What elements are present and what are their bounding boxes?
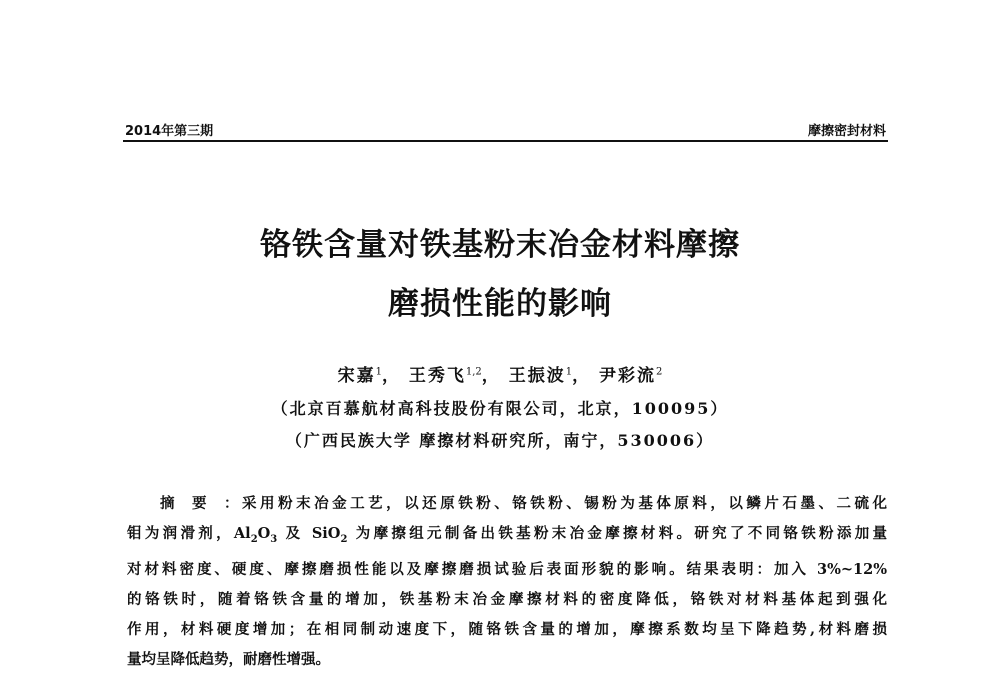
issue-label: 2014年第三期 — [125, 124, 214, 139]
author-separator: ， — [381, 366, 401, 386]
affiliation-1: （北京百慕航材高科技股份有限公司，北京，100095） — [271, 399, 729, 418]
abstract-line-2: 钼为润滑剂，$Al_2O_3$ 及 SiO$_2$ 为摩擦组元制备出铁基粉末冶金摩擦材料。研究了不同铬铁粉添加量 — [127, 525, 888, 545]
author-affil-mark: 1,2 — [465, 366, 482, 378]
abstract-line-3: 对材料密度、硬度、摩擦磨损性能以及摩擦磨损试验后表面形貌的影响。结果表明：加入 3%~12% — [127, 560, 887, 578]
affiliation-2: （广西民族大学 摩擦材料研究所，南宁，530006） — [285, 431, 715, 450]
author-name: 王振波 — [508, 366, 566, 386]
paper-title-line-1: 铬铁含量对铁基粉末冶金材料摩擦 — [260, 227, 740, 263]
abstract-line-5: 作用，材料硬度增加；在相同制动速度下，随铬铁含量的增加，摩擦系数均呈下降趋势,材料磨损 — [127, 620, 887, 638]
abstract-text: 采用粉末冶金工艺，以还原铁粉、铬铁粉、锡粉为基体原料，以鳞片石墨、二硫化 — [242, 495, 888, 512]
author-name: 尹彩流 — [599, 366, 657, 386]
author-separator: ， — [481, 366, 501, 386]
abstract-line-1 — [127, 489, 887, 519]
abstract-label: 摘要 — [160, 495, 225, 512]
author-affil-mark: 2 — [656, 366, 663, 378]
author-affil-mark: 1 — [565, 366, 573, 378]
abstract-colon: ： — [224, 495, 243, 512]
author-name: 宋嘉 — [337, 366, 376, 386]
abstract — [127, 489, 887, 675]
abstract-line-4: 的铬铁时，随着铬铁含量的增加，铁基粉末冶金摩擦材料的密度降低，铬铁对材料基体起到强化 — [127, 590, 887, 608]
abstract-line-6: 量均呈降低趋势，耐磨性增强。 — [127, 650, 330, 668]
author-affil-mark: 1 — [375, 366, 382, 378]
author-name: 王秀飞 — [408, 366, 466, 386]
author-separator: ， — [572, 366, 592, 386]
journal-name: 摩擦密封材料 — [807, 124, 886, 139]
running-header — [123, 116, 888, 142]
author-list — [0, 361, 1000, 386]
paper-title-line-2: 磨损性能的影响 — [388, 286, 612, 322]
